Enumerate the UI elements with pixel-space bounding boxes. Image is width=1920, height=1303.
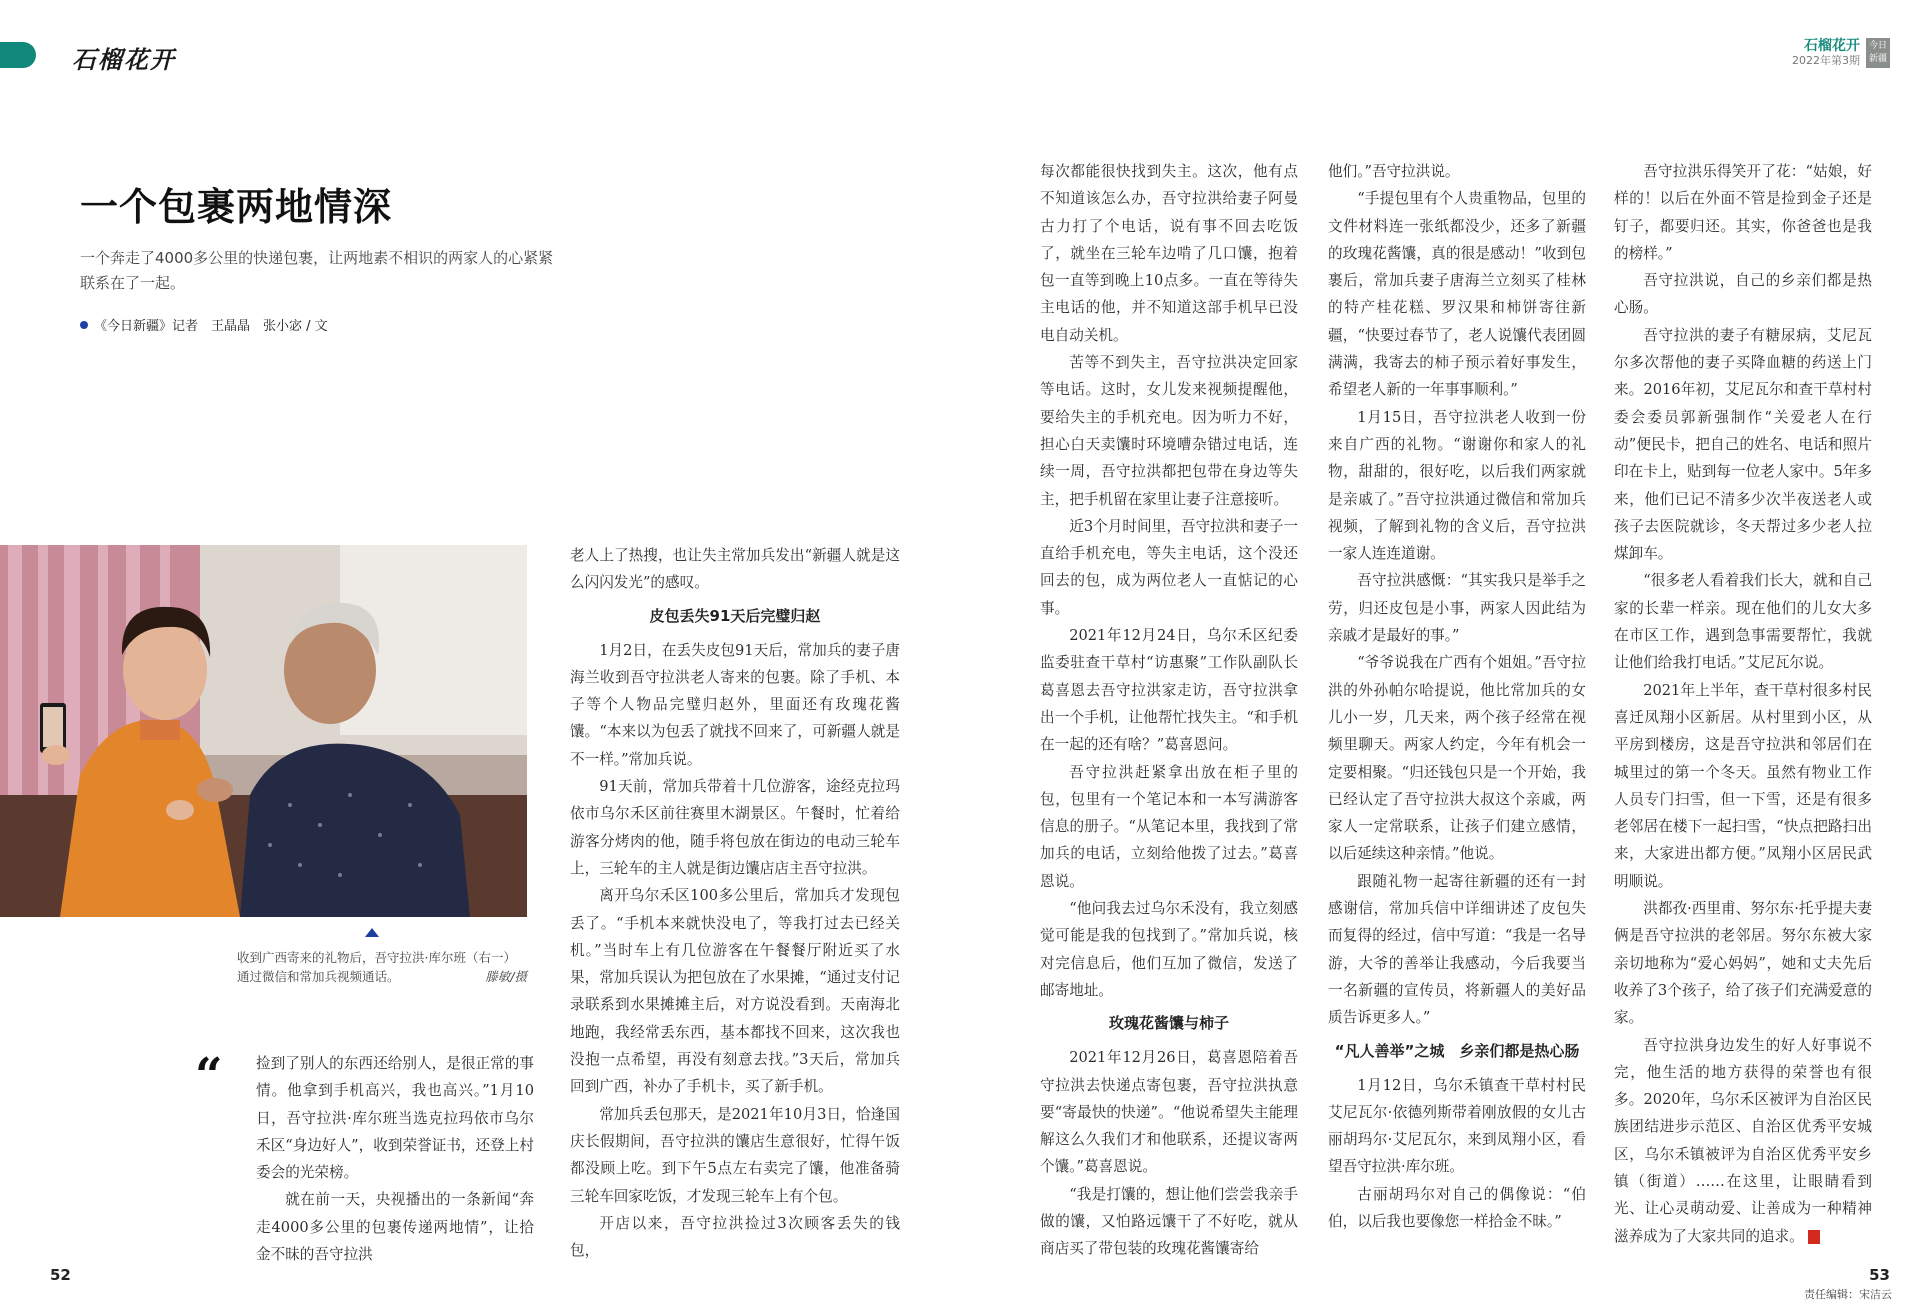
header-right: [1792, 38, 1890, 68]
subheading-1: 皮包丢失91天后完璧归赵: [649, 606, 821, 625]
paragraph: 近3个月时间里，吾守拉洪和妻子一直给手机充电，等失主电话，这个没还回去的包，成为两位老人一直惦记的心事。: [1040, 517, 1298, 617]
paragraph: 吾守拉洪的妻子有糖尿病，艾尼瓦尔多次帮他的妻子买降血糖的药送上门来。2016年初，艾尼瓦尔和查干草村村委会委员郭新强制作“关爱老人在行动”便民卡，把自己的姓名、电话和照片印在卡上，贴到每一位老人家中。5年多来，他们已记不清多少次半夜送老人或孩子去医院就诊，冬天帮过多少老人拉煤卸车。: [1614, 326, 1872, 563]
body-column-2: [570, 542, 900, 1264]
caption-pointer-icon: [365, 928, 379, 937]
paragraph: 离开乌尔禾区100多公里后，常加兵才发现包丢了。“手机本来就快没电了，等我打过去已经关机。”当时车上有几位游客在午餐餐厅附近买了水果，常加兵误认为把包放在了水果摊，“通过支付记录联系到水果摊摊主后，对方说没看到。天南海北地跑，我经常丢东西，基本都找不回来，这次我也没抱一点希望，再没有刻意去找。”3天后，常加兵回到广西，补办了手机卡，买了新手机。: [570, 887, 900, 1096]
paragraph: 吾守拉洪说，自己的乡亲们都是热心肠。: [1614, 272, 1872, 317]
pull-quote-p2: 就在前一天，央视播出的一条新闻“奔走4000多公里的包裹传递两地情”，让拾金不昧的吾守拉洪: [256, 1191, 534, 1264]
byline-text: 《今日新疆》记者 王晶晶 张小宓 / 文: [94, 319, 328, 334]
pull-quote: [256, 1050, 534, 1268]
paragraph: [1614, 1032, 1872, 1250]
paragraph: 吾守拉洪乐得笑开了花：“姑娘，好样的！以后在外面不管是捡到金子还是钉子，都要归还。其实，你爸爸也是我的榜样。”: [1614, 163, 1872, 262]
pull-quote-p1: 捡到了别人的东西还给别人，是很正常的事情。他拿到手机高兴，我也高兴。”1月10日，吾守拉洪·库尔班当选克拉玛依市乌尔禾区“身边好人”，收到荣誉证书，还登上村委会的光荣榜。: [256, 1055, 534, 1182]
subheading-2: 玫瑰花酱馕与柿子: [1108, 1014, 1229, 1033]
section-title-left: 石榴花开: [72, 45, 176, 74]
paragraph: 洪都孜·西里甫、努尔东·托乎提夫妻俩是吾守拉洪的老邻居。努尔东被大家亲切地称为“爱心妈妈”，她和丈夫先后收养了3个孩子，给了孩子们充满爱意的家。: [1614, 900, 1872, 1027]
paragraph: “我是打馕的，想让他们尝尝我亲手做的馕，又怕路远馕干了不好吃，就从商店买了带包装的玫瑰花酱馕寄给: [1040, 1185, 1298, 1258]
paragraph: 2021年12月26日，葛喜恩陪着吾守拉洪去快递点寄包裹，吾守拉洪执意要“寄最快的快递”。“他说希望失主能理解这么久我们才和他联系，还提议寄两个馕。”葛喜恩说。: [1040, 1049, 1298, 1176]
quote-mark-icon: “: [195, 1048, 223, 1104]
paragraph: “手提包里有个人贵重物品，包里的文件材料连一张纸都没少，还多了新疆的玫瑰花酱馕，真的很是感动！”收到包裹后，常加兵妻子唐海兰立刻买了桂林的特产桂花糕、罗汉果和柿饼寄往新疆，“快要过春节了，老人说馕代表团圆满满，我寄去的柿子预示着好事发生，希望老人新的一年事事顺利。”: [1328, 190, 1586, 399]
body-column-5: [1614, 158, 1872, 1250]
editor-credit: 责任编辑：宋洁云: [1804, 1288, 1892, 1301]
issue-number: 2022年第3期: [1792, 54, 1860, 67]
paragraph: 他们。”吾守拉洪说。: [1328, 163, 1460, 180]
paragraph: 91天前，常加兵带着十几位游客，途经克拉玛依市乌尔禾区前往赛里木湖景区。午餐时，忙着给游客分烤肉的他，随手将包放在街边的电动三轮车上，三轮车的主人就是街边馕店店主吾守拉洪。: [570, 778, 900, 877]
article-lede: 一个奔走了4000多公里的快递包裹，让两地素不相识的两家人的心紧紧联系在了一起。: [80, 249, 554, 292]
article-photo: [0, 545, 527, 917]
paragraph: 开店以来，吾守拉洪捡过3次顾客丢失的钱包，: [570, 1214, 900, 1260]
photo-illustration: [0, 545, 527, 917]
paragraph: 吾守拉洪感慨：“其实我只是举手之劳，归还皮包是小事，两家人因此结为亲戚才是最好的事。”: [1328, 572, 1586, 645]
magazine-logo: 今日新疆: [1866, 38, 1890, 68]
section-title-right: 石榴花开: [1804, 38, 1860, 54]
article-title: 一个包裹两地情深: [80, 185, 393, 229]
paragraph: 2021年上半年，查干草村很多村民喜迁凤翔小区新居。从村里到小区，从平房到楼房，这是吾守拉洪和邻居们在城里过的第一个冬天。虽然有物业工作人员专门扫雪，但一下雪，还是有很多老邻居在楼下一起扫雪，“快点把路扫出来，大家进出都方便。”凤翔小区居民武明顺说。: [1614, 681, 1872, 890]
paragraph-text: 吾守拉洪身边发生的好人好事说不完，他生活的地方获得的荣誉也有很多。2020年，乌尔禾区被评为自治区民族团结进步示范区、自治区优秀平安城区，乌尔禾镇被评为自治区优秀平安乡镇（街道）……在这里，让眼睛看到光、让心灵萌动爱、让善成为一种精神滋养成为了大家共同的追求。: [1614, 1036, 1872, 1245]
photo-caption-text: 收到广西寄来的礼物后，吾守拉洪·库尔班（右一）通过微信和常加兵视频通话。: [237, 950, 516, 984]
paragraph: 吾守拉洪赶紧拿出放在柜子里的包，包里有一个笔记本和一本写满游客信息的册子。“从笔记本里，我找到了常加兵的电话，立刻给他拨了过去。”葛喜恩说。: [1040, 763, 1298, 890]
paragraph: 2021年12月24日，乌尔禾区纪委监委驻查干草村“访惠聚”工作队副队长葛喜恩去吾守拉洪家走访，吾守拉洪拿出一个手机，让他帮忙找失主。“和手机在一起的还有啥？”葛喜恩问。: [1040, 627, 1298, 754]
paragraph: 老人上了热搜，也让失主常加兵发出“新疆人就是这么闪闪发光”的感叹。: [570, 547, 900, 592]
end-mark-icon: [1808, 1230, 1820, 1244]
paragraph: 常加兵丢包那天，是2021年10月3日，恰逢国庆长假期间，吾守拉洪的馕店生意很好，忙得午饭都没顾上吃。到下午5点左右卖完了馕，他准备骑三轮车回家吃饭，才发现三轮车上有个包。: [570, 1105, 900, 1205]
paragraph: “很多老人看着我们长大，就和自己家的长辈一样亲。现在他们的儿女大多在市区工作，遇到急事需要帮忙，我就让他们给我打电话。”艾尼瓦尔说。: [1614, 572, 1872, 672]
photo-caption: [237, 948, 527, 986]
byline: [80, 315, 328, 334]
paragraph: 1月12日，乌尔禾镇查干草村村民艾尼瓦尔·依德列斯带着刚放假的女儿古丽胡玛尔·艾尼瓦尔，来到凤翔小区，看望吾守拉洪·库尔班。: [1328, 1076, 1586, 1176]
section-tab-marker: [0, 42, 36, 68]
byline-dot-icon: [80, 321, 88, 329]
paragraph: “他问我去过乌尔禾没有，我立刻感觉可能是我的包找到了。”常加兵说，核对完信息后，他们互加了微信，发送了邮寄地址。: [1040, 900, 1298, 999]
photo-credit: 滕敏/摄: [485, 969, 527, 984]
paragraph: 苦等不到失主，吾守拉洪决定回家等电话。这时，女儿发来视频提醒他，要给失主的手机充电。因为听力不好，担心白天卖馕时环境嘈杂错过电话，连续一周，吾守拉洪都把包带在身边等失主，把手机留在家里让妻子注意接听。: [1040, 354, 1298, 508]
paragraph: “爷爷说我在广西有个姐姐。”吾守拉洪的外孙帕尔哈提说，他比常加兵的女儿小一岁，几天来，两个孩子经常在视频里聊天。两家人约定，今年有机会一定要相聚。“归还钱包只是一个开始，我已经认定了吾守拉洪大叔这个亲戚，两家人一定常联系，让孩子们建立感情，以后延续这种亲情。”他说。: [1328, 654, 1586, 863]
body-column-3: [1040, 158, 1298, 1263]
paragraph: 1月2日，在丢失皮包91天后，常加兵的妻子唐海兰收到吾守拉洪老人寄来的包裹。除了手机、本子等个人物品完璧归赵外，里面还有玫瑰花酱馕。“本来以为包丢了就找不回来了，可新疆人就是不一样。”常加兵说。: [570, 641, 900, 768]
paragraph: 跟随礼物一起寄往新疆的还有一封感谢信，常加兵信中详细讲述了皮包失而复得的经过，信中写道：“我是一名导游，大爷的善举让我感动，今后我要当一名新疆的宣传员，将新疆人的美好品质告诉更多人。”: [1328, 872, 1586, 1027]
page-number-left: 52: [50, 1266, 71, 1284]
paragraph: 1月15日，吾守拉洪老人收到一份来自广西的礼物。“谢谢你和家人的礼物，甜甜的，很好吃，以后我们两家就是亲戚了。”吾守拉洪通过微信和常加兵视频，了解到礼物的含义后，吾守拉洪一家人连连道谢。: [1328, 408, 1586, 563]
subheading-3: “凡人善举”之城 乡亲们都是热心肠: [1334, 1041, 1580, 1060]
paragraph: 每次都能很快找到失主。这次，他有点不知道该怎么办，吾守拉洪给妻子阿曼古力打了个电话，说有事不回去吃饭了，就坐在三轮车边啃了几口馕，抱着包一直等到晚上10点多。一直在等待失主电话的他，并不知道这部手机早已没电自动关机。: [1040, 163, 1298, 344]
paragraph: 古丽胡玛尔对自己的偶像说：“伯伯，以后我也要像您一样拾金不昧。”: [1328, 1185, 1586, 1230]
body-column-4: [1328, 158, 1586, 1235]
page-number-right: 53: [1869, 1266, 1890, 1284]
